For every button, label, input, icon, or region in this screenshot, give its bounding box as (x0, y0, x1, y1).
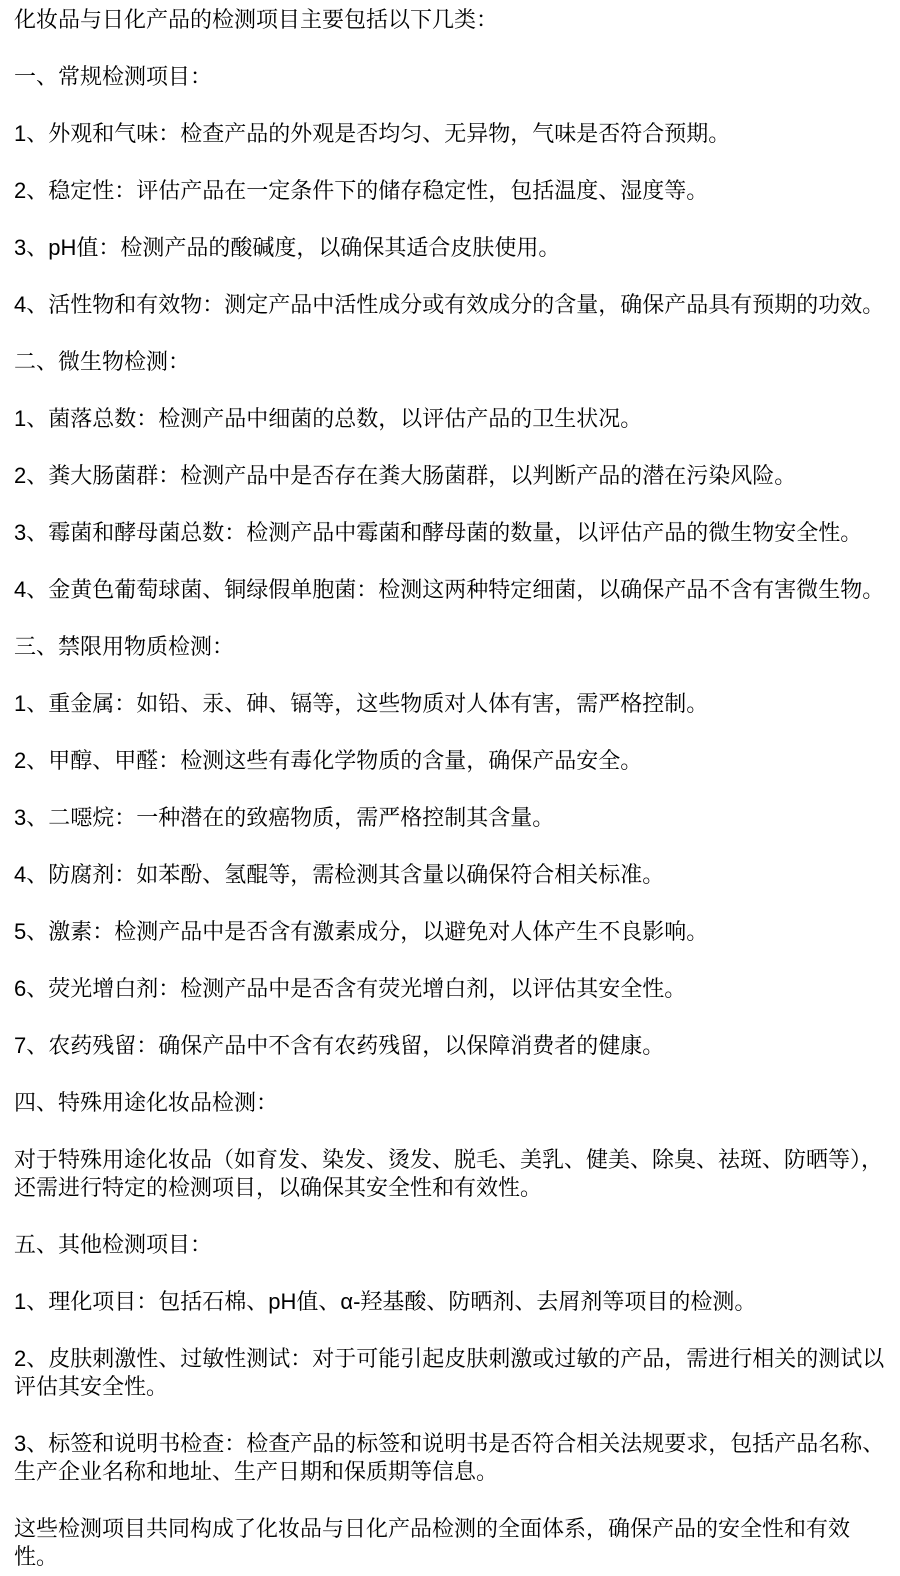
intro-paragraph: 化妆品与日化产品的检测项目主要包括以下几类： (14, 7, 499, 32)
list-item: 3、pH值：检测产品的酸碱度，以确保其适合皮肤使用。 (14, 235, 561, 260)
list-item: 3、二噁烷：一种潜在的致癌物质，需严格控制其含量。 (14, 805, 555, 830)
list-item: 4、金黄色葡萄球菌、铜绿假单胞菌：检测这两种特定细菌，以确保产品不含有害微生物。 (14, 577, 885, 602)
section-heading-3: 三、禁限用物质检测： (14, 634, 235, 659)
list-item: 7、农药残留：确保产品中不含有农药残留，以保障消费者的健康。 (14, 1033, 665, 1058)
section-heading-5: 五、其他检测项目： (14, 1232, 213, 1257)
list-item: 5、激素：检测产品中是否含有激素成分，以避免对人体产生不良影响。 (14, 919, 709, 944)
list-item: 2、甲醇、甲醛：检测这些有毒化学物质的含量，确保产品安全。 (14, 748, 643, 773)
section-heading-2: 二、微生物检测： (14, 349, 191, 374)
body-paragraph: 对于特殊用途化妆品（如育发、染发、烫发、脱毛、美乳、健美、除臭、祛斑、防晒等），还需进行特定的检测项目，以确保其安全性和有效性。 (14, 1147, 884, 1200)
list-item: 1、外观和气味：检查产品的外观是否均匀、无异物，气味是否符合预期。 (14, 121, 731, 146)
conclusion-paragraph: 这些检测项目共同构成了化妆品与日化产品检测的全面体系，确保产品的安全性和有效性。 (14, 1516, 851, 1569)
section-heading-1: 一、常规检测项目： (14, 64, 213, 89)
list-item: 1、重金属：如铅、汞、砷、镉等，这些物质对人体有害，需严格控制。 (14, 691, 709, 716)
list-item: 4、活性物和有效物：测定产品中活性成分或有效成分的含量，确保产品具有预期的功效。 (14, 292, 885, 317)
list-item: 6、荧光增白剂：检测产品中是否含有荧光增白剂，以评估其安全性。 (14, 976, 687, 1001)
list-item: 3、霉菌和酵母菌总数：检测产品中霉菌和酵母菌的数量，以评估产品的微生物安全性。 (14, 520, 863, 545)
section-heading-4: 四、特殊用途化妆品检测： (14, 1090, 279, 1115)
list-item: 2、稳定性：评估产品在一定条件下的储存稳定性，包括温度、湿度等。 (14, 178, 709, 203)
list-item: 2、皮肤刺激性、过敏性测试：对于可能引起皮肤刺激或过敏的产品，需进行相关的测试以评估其安全性。 (14, 1346, 885, 1399)
list-item: 4、防腐剂：如苯酚、氢醌等，需检测其含量以确保符合相关标准。 (14, 862, 665, 887)
list-item: 1、理化项目：包括石棉、pH值、α-羟基酸、防晒剂、去屑剂等项目的检测。 (14, 1289, 757, 1314)
list-item: 1、菌落总数：检测产品中细菌的总数，以评估产品的卫生状况。 (14, 406, 643, 431)
list-item: 2、粪大肠菌群：检测产品中是否存在粪大肠菌群，以判断产品的潜在污染风险。 (14, 463, 797, 488)
list-item: 3、标签和说明书检查：检查产品的标签和说明书是否符合相关法规要求，包括产品名称、生产企业名称和地址、生产日期和保质期等信息。 (14, 1431, 885, 1484)
